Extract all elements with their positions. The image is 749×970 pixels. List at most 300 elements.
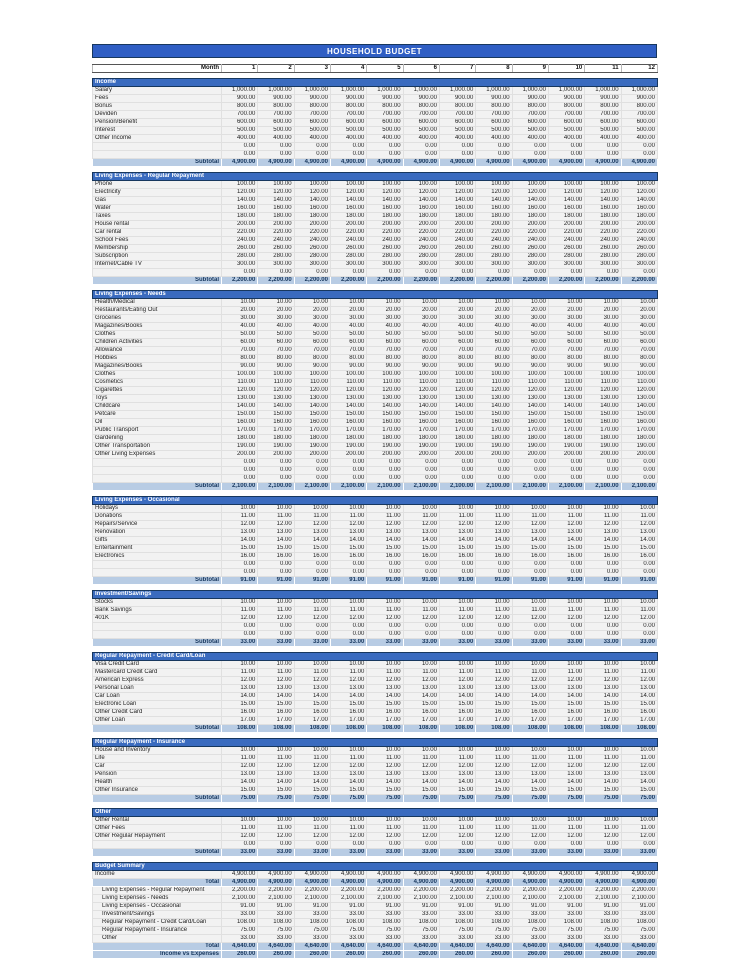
- subtotal-value: 4,900.00: [585, 159, 621, 167]
- subtotal-value: 2,100.00: [476, 483, 512, 491]
- cell-value: 300.00: [585, 261, 621, 269]
- cell-value: 12.00: [476, 521, 512, 529]
- cell-value: 700.00: [621, 111, 657, 119]
- cell-value: 100.00: [403, 181, 439, 189]
- cell-value: 300.00: [367, 261, 403, 269]
- cell-value: 14.00: [330, 537, 366, 545]
- cell-value: 0.00: [403, 467, 439, 475]
- subtotal-label: Subtotal: [93, 159, 222, 167]
- cell-value: 13.00: [258, 529, 294, 537]
- cell-value: 260.00: [222, 245, 258, 253]
- cell-value: 10.00: [621, 661, 658, 669]
- cell-value: 108.00: [621, 919, 657, 927]
- cell-value: 240.00: [222, 237, 258, 245]
- cell-value: 2,100.00: [294, 895, 330, 903]
- cell-value: 0.00: [512, 269, 548, 277]
- cell-value: 0.00: [403, 561, 439, 569]
- subtotal-value: 75.00: [585, 795, 621, 803]
- cell-value: 70.00: [585, 347, 621, 355]
- cell-value: 15.00: [585, 701, 621, 709]
- month-number: 5: [367, 65, 403, 73]
- cell-value: 20.00: [367, 307, 403, 315]
- subtotal-value: 33.00: [330, 639, 366, 647]
- row-label: Cigarettes: [93, 387, 222, 395]
- cell-value: 180.00: [548, 435, 584, 443]
- cell-value: 2,200.00: [367, 887, 403, 895]
- cell-value: 11.00: [621, 669, 658, 677]
- cell-value: 30.00: [222, 315, 258, 323]
- table-row: [93, 701, 658, 709]
- cell-value: 33.00: [476, 911, 512, 919]
- cell-value: 140.00: [439, 403, 475, 411]
- subtotal-value: 75.00: [439, 795, 475, 803]
- row-label: Other Living Expenses: [93, 451, 222, 459]
- cell-value: 15.00: [439, 701, 475, 709]
- table-row: [93, 631, 658, 639]
- cell-value: 14.00: [367, 779, 403, 787]
- cell-value: 16.00: [621, 553, 657, 561]
- cell-value: 160.00: [294, 419, 330, 427]
- table-row: [93, 669, 658, 677]
- cell-value: 900.00: [585, 95, 621, 103]
- month-number: 11: [585, 65, 621, 73]
- cell-value: 33.00: [512, 935, 548, 943]
- cell-value: 10.00: [439, 747, 475, 755]
- cell-value: 0.00: [403, 269, 439, 277]
- cell-value: 140.00: [367, 197, 403, 205]
- cell-value: 11.00: [258, 755, 294, 763]
- cell-value: 12.00: [585, 677, 621, 685]
- cell-value: 10.00: [258, 505, 294, 513]
- table-row: [93, 927, 658, 935]
- cell-value: 170.00: [367, 427, 403, 435]
- row-label: Entertainment: [93, 545, 222, 553]
- cell-value: 15.00: [330, 787, 366, 795]
- total-value: 4,640.00: [403, 943, 439, 951]
- subtotal-value: 2,200.00: [403, 277, 439, 285]
- row-label: Repairs/Service: [93, 521, 222, 529]
- cell-value: 11.00: [222, 607, 258, 615]
- row-label: [93, 269, 222, 277]
- cell-value: 11.00: [330, 607, 366, 615]
- cell-value: 10.00: [294, 299, 330, 307]
- cell-value: 90.00: [222, 363, 258, 371]
- cell-value: 16.00: [585, 553, 621, 561]
- cell-value: 4,900.00: [367, 871, 403, 879]
- cell-value: 2,100.00: [512, 895, 548, 903]
- table-row: [93, 919, 658, 927]
- cell-value: 260.00: [403, 245, 439, 253]
- cell-value: 140.00: [585, 403, 621, 411]
- row-label: Life: [93, 755, 222, 763]
- cell-value: 120.00: [330, 189, 366, 197]
- cell-value: 120.00: [403, 387, 439, 395]
- cell-value: 900.00: [476, 95, 512, 103]
- section-header: [93, 591, 658, 599]
- cell-value: 13.00: [294, 529, 330, 537]
- table-row: [93, 387, 658, 395]
- section-title: Regular Repayment - Credit Card/Loan: [93, 653, 658, 661]
- table-row: [93, 795, 658, 803]
- cell-value: 60.00: [476, 339, 512, 347]
- subtotal-value: 108.00: [512, 725, 548, 733]
- row-label: School Fees: [93, 237, 222, 245]
- cell-value: 160.00: [621, 205, 657, 213]
- subtotal-label: Subtotal: [93, 725, 222, 733]
- cell-value: 0.00: [512, 561, 548, 569]
- cell-value: 0.00: [403, 623, 439, 631]
- cell-value: 11.00: [367, 825, 403, 833]
- cell-value: 20.00: [222, 307, 258, 315]
- cell-value: 600.00: [621, 119, 657, 127]
- cell-value: 70.00: [294, 347, 330, 355]
- cell-value: 40.00: [258, 323, 294, 331]
- cell-value: 15.00: [294, 701, 330, 709]
- cell-value: 13.00: [439, 685, 475, 693]
- total-value: 4,900.00: [439, 879, 475, 887]
- cell-value: 15.00: [439, 545, 475, 553]
- row-label: Donations: [93, 513, 222, 521]
- cell-value: 110.00: [621, 379, 657, 387]
- cell-value: 13.00: [585, 685, 621, 693]
- summary-row-label: Income: [93, 871, 222, 879]
- cell-value: 40.00: [367, 323, 403, 331]
- cell-value: 400.00: [367, 135, 403, 143]
- cell-value: 500.00: [403, 127, 439, 135]
- cell-value: 12.00: [222, 833, 258, 841]
- cell-value: 10.00: [258, 817, 294, 825]
- cell-value: 130.00: [222, 395, 258, 403]
- row-label: Pension/Benefit: [93, 119, 222, 127]
- table-row: [93, 213, 658, 221]
- cell-value: 12.00: [403, 677, 439, 685]
- cell-value: 0.00: [548, 631, 584, 639]
- total-value: 4,640.00: [439, 943, 475, 951]
- cell-value: 20.00: [512, 307, 548, 315]
- cell-value: 14.00: [294, 779, 330, 787]
- row-label: Personal Loan: [93, 685, 222, 693]
- cell-value: 60.00: [367, 339, 403, 347]
- cell-value: 0.00: [330, 561, 366, 569]
- cell-value: 33.00: [585, 935, 621, 943]
- cell-value: 14.00: [476, 537, 512, 545]
- cell-value: 40.00: [585, 323, 621, 331]
- section-header: [93, 863, 658, 871]
- subtotal-value: 33.00: [403, 639, 439, 647]
- cell-value: 100.00: [403, 371, 439, 379]
- cell-value: 12.00: [367, 763, 403, 771]
- row-label: Other Insurance: [93, 787, 222, 795]
- table-row: [93, 755, 658, 763]
- cell-value: 30.00: [330, 315, 366, 323]
- subtotal-value: 75.00: [294, 795, 330, 803]
- cell-value: 260.00: [621, 245, 657, 253]
- cell-value: 240.00: [294, 237, 330, 245]
- cell-value: 90.00: [585, 363, 621, 371]
- cell-value: 11.00: [548, 825, 584, 833]
- cell-value: 33.00: [585, 911, 621, 919]
- table-row: [93, 379, 658, 387]
- cell-value: 14.00: [585, 693, 621, 701]
- cell-value: 13.00: [548, 685, 584, 693]
- subtotal-value: 33.00: [294, 639, 330, 647]
- cell-value: 20.00: [258, 307, 294, 315]
- cell-value: 280.00: [294, 253, 330, 261]
- table-row: [93, 245, 658, 253]
- total-value: 260.00: [403, 951, 439, 959]
- cell-value: 12.00: [621, 521, 657, 529]
- cell-value: 180.00: [439, 435, 475, 443]
- cell-value: 13.00: [621, 771, 658, 779]
- cell-value: 2,100.00: [439, 895, 475, 903]
- cell-value: 140.00: [367, 403, 403, 411]
- cell-value: 11.00: [258, 513, 294, 521]
- subtotal-value: 91.00: [367, 577, 403, 585]
- total-value: 260.00: [476, 951, 512, 959]
- cell-value: 0.00: [222, 569, 258, 577]
- cell-value: 80.00: [367, 355, 403, 363]
- cell-value: 1,000.00: [512, 87, 548, 95]
- row-label: Other Credit Card: [93, 709, 222, 717]
- cell-value: 200.00: [548, 221, 584, 229]
- table-row: [93, 339, 658, 347]
- cell-value: 120.00: [548, 387, 584, 395]
- cell-value: 280.00: [330, 253, 366, 261]
- total-value: 4,900.00: [548, 879, 584, 887]
- row-label: Health/Medical: [93, 299, 222, 307]
- cell-value: 0.00: [621, 623, 657, 631]
- table-row: [93, 763, 658, 771]
- subtotal-value: 2,200.00: [330, 277, 366, 285]
- cell-value: 12.00: [330, 833, 366, 841]
- table-row: [93, 553, 658, 561]
- subtotal-value: 33.00: [439, 639, 475, 647]
- cell-value: 400.00: [330, 135, 366, 143]
- cell-value: 220.00: [258, 229, 294, 237]
- cell-value: 160.00: [439, 419, 475, 427]
- cell-value: 13.00: [548, 529, 584, 537]
- total-value: 4,640.00: [367, 943, 403, 951]
- cell-value: 800.00: [585, 103, 621, 111]
- cell-value: 400.00: [258, 135, 294, 143]
- cell-value: 0.00: [258, 631, 294, 639]
- section-table: [92, 290, 658, 491]
- cell-value: 0.00: [512, 631, 548, 639]
- cell-value: 50.00: [512, 331, 548, 339]
- cell-value: 15.00: [403, 787, 439, 795]
- cell-value: 200.00: [476, 221, 512, 229]
- cell-value: 140.00: [258, 197, 294, 205]
- row-label: Magazines/Books: [93, 363, 222, 371]
- cell-value: 0.00: [548, 151, 584, 159]
- cell-value: 14.00: [439, 779, 475, 787]
- cell-value: 0.00: [403, 143, 439, 151]
- cell-value: 14.00: [585, 779, 621, 787]
- subtotal-value: 75.00: [512, 795, 548, 803]
- table-row: [93, 513, 658, 521]
- cell-value: 260.00: [439, 245, 475, 253]
- cell-value: 130.00: [548, 395, 584, 403]
- subtotal-value: 2,100.00: [512, 483, 548, 491]
- cell-value: 16.00: [512, 709, 548, 717]
- cell-value: 110.00: [294, 379, 330, 387]
- table-row: [93, 561, 658, 569]
- cell-value: 0.00: [367, 841, 403, 849]
- cell-value: 13.00: [621, 529, 657, 537]
- total-value: 4,900.00: [403, 879, 439, 887]
- cell-value: 900.00: [439, 95, 475, 103]
- cell-value: 11.00: [621, 513, 657, 521]
- cell-value: 0.00: [258, 841, 294, 849]
- cell-value: 0.00: [330, 151, 366, 159]
- cell-value: 4,900.00: [621, 871, 657, 879]
- cell-value: 13.00: [512, 771, 548, 779]
- cell-value: 150.00: [476, 411, 512, 419]
- cell-value: 0.00: [585, 467, 621, 475]
- cell-value: 170.00: [548, 427, 584, 435]
- cell-value: 10.00: [403, 817, 439, 825]
- cell-value: 12.00: [585, 521, 621, 529]
- cell-value: 11.00: [439, 669, 475, 677]
- cell-value: 280.00: [222, 253, 258, 261]
- cell-value: 160.00: [258, 205, 294, 213]
- cell-value: 100.00: [222, 181, 258, 189]
- row-label: Other Loan: [93, 717, 222, 725]
- cell-value: 130.00: [476, 395, 512, 403]
- subtotal-value: 33.00: [439, 849, 475, 857]
- table-row: [93, 143, 658, 151]
- cell-value: 180.00: [585, 435, 621, 443]
- table-row: [93, 181, 658, 189]
- subtotal-value: 2,100.00: [367, 483, 403, 491]
- section-title: Regular Repayment - Insurance: [93, 739, 658, 747]
- cell-value: 0.00: [439, 459, 475, 467]
- table-row: [93, 459, 658, 467]
- cell-value: 240.00: [621, 237, 657, 245]
- cell-value: 11.00: [222, 669, 258, 677]
- cell-value: 130.00: [367, 395, 403, 403]
- subtotal-label: Subtotal: [93, 849, 222, 857]
- subtotal-value: 108.00: [294, 725, 330, 733]
- cell-value: 120.00: [585, 387, 621, 395]
- cell-value: 1,000.00: [258, 87, 294, 95]
- cell-value: 160.00: [621, 419, 657, 427]
- row-label: [93, 151, 222, 159]
- cell-value: 30.00: [621, 315, 657, 323]
- cell-value: 1,000.00: [439, 87, 475, 95]
- cell-value: 40.00: [621, 323, 657, 331]
- row-label: Taxes: [93, 213, 222, 221]
- cell-value: 0.00: [621, 151, 657, 159]
- row-label: Cosmetics: [93, 379, 222, 387]
- budget-page: [92, 0, 657, 959]
- table-row: [93, 709, 658, 717]
- cell-value: 180.00: [258, 213, 294, 221]
- cell-value: 12.00: [403, 521, 439, 529]
- cell-value: 100.00: [476, 181, 512, 189]
- cell-value: 33.00: [367, 911, 403, 919]
- cell-value: 50.00: [548, 331, 584, 339]
- cell-value: 12.00: [548, 677, 584, 685]
- cell-value: 240.00: [258, 237, 294, 245]
- cell-value: 0.00: [621, 269, 657, 277]
- row-label: [93, 475, 222, 483]
- cell-value: 0.00: [585, 269, 621, 277]
- cell-value: 15.00: [294, 545, 330, 553]
- total-value: 4,640.00: [330, 943, 366, 951]
- cell-value: 0.00: [367, 475, 403, 483]
- cell-value: 10.00: [403, 747, 439, 755]
- table-row: [93, 483, 658, 491]
- subtotal-value: 2,100.00: [585, 483, 621, 491]
- cell-value: 16.00: [222, 553, 258, 561]
- cell-value: 1,000.00: [585, 87, 621, 95]
- cell-value: 11.00: [258, 825, 294, 833]
- cell-value: 11.00: [330, 755, 366, 763]
- cell-value: 400.00: [621, 135, 657, 143]
- cell-value: 0.00: [330, 269, 366, 277]
- total-value: 260.00: [330, 951, 366, 959]
- month-label: Month: [93, 65, 222, 73]
- cell-value: 11.00: [403, 755, 439, 763]
- cell-value: 16.00: [585, 709, 621, 717]
- cell-value: 120.00: [330, 387, 366, 395]
- row-label: [93, 459, 222, 467]
- subtotal-value: 75.00: [548, 795, 584, 803]
- cell-value: 170.00: [512, 427, 548, 435]
- cell-value: 130.00: [621, 395, 657, 403]
- section-table: [92, 172, 658, 285]
- cell-value: 240.00: [403, 237, 439, 245]
- cell-value: 2,100.00: [476, 895, 512, 903]
- cell-value: 13.00: [439, 771, 475, 779]
- cell-value: 220.00: [548, 229, 584, 237]
- cell-value: 260.00: [330, 245, 366, 253]
- total-value: 260.00: [222, 951, 258, 959]
- cell-value: 10.00: [403, 505, 439, 513]
- cell-value: 11.00: [585, 513, 621, 521]
- cell-value: 12.00: [548, 833, 584, 841]
- cell-value: 20.00: [548, 307, 584, 315]
- cell-value: 260.00: [476, 245, 512, 253]
- cell-value: 10.00: [439, 299, 475, 307]
- cell-value: 11.00: [621, 607, 657, 615]
- total-value: 4,900.00: [294, 879, 330, 887]
- section-header: [93, 173, 658, 181]
- cell-value: 200.00: [439, 221, 475, 229]
- cell-value: 700.00: [512, 111, 548, 119]
- cell-value: 12.00: [585, 763, 621, 771]
- table-row: [93, 347, 658, 355]
- cell-value: 10.00: [548, 817, 584, 825]
- cell-value: 14.00: [222, 537, 258, 545]
- cell-value: 14.00: [403, 693, 439, 701]
- cell-value: 10.00: [585, 299, 621, 307]
- summary-row-label: Living Expenses - Needs: [93, 895, 222, 903]
- cell-value: 100.00: [439, 371, 475, 379]
- cell-value: 14.00: [439, 693, 475, 701]
- cell-value: 11.00: [476, 825, 512, 833]
- cell-value: 0.00: [330, 841, 366, 849]
- cell-value: 0.00: [403, 631, 439, 639]
- cell-value: 2,200.00: [585, 887, 621, 895]
- cell-value: 16.00: [512, 553, 548, 561]
- cell-value: 11.00: [403, 607, 439, 615]
- cell-value: 800.00: [439, 103, 475, 111]
- cell-value: 200.00: [439, 451, 475, 459]
- cell-value: 17.00: [476, 717, 512, 725]
- cell-value: 11.00: [403, 669, 439, 677]
